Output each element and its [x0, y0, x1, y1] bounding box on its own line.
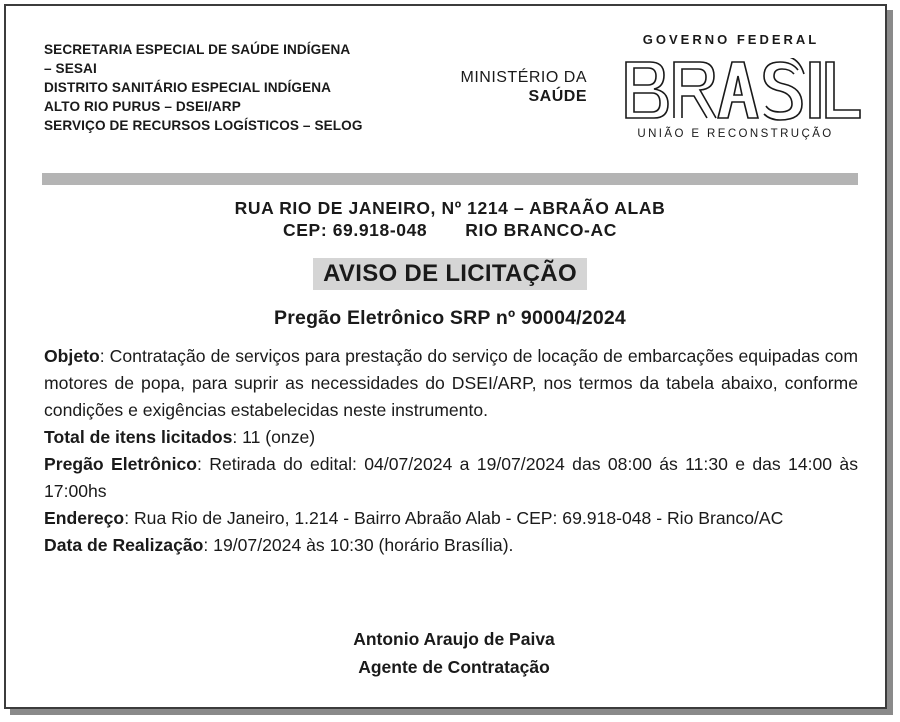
org-line: SERVIÇO DE RECURSOS LOGÍSTICOS – SELOG: [44, 118, 363, 133]
header-divider: [42, 173, 858, 185]
field-value: : 19/07/2024 às 10:30 (horário Brasília).: [203, 535, 514, 555]
title-wrapper: [0, 258, 900, 290]
field-label: Total de itens licitados: [44, 427, 233, 447]
field-label: Endereço: [44, 508, 125, 528]
notice-subtitle: Pregão Eletrônico SRP nº 90004/2024: [274, 307, 626, 329]
field-label: Objeto: [44, 346, 100, 366]
governo-federal-label: GOVERNO FEDERAL: [642, 32, 820, 47]
field-label: Pregão Eletrônico: [44, 454, 198, 474]
field-value: : Rua Rio de Janeiro, 1.214 - Bairro Abraão Alab - CEP: 69.918-048 - Rio Branco/AC: [124, 508, 784, 528]
objeto-paragraph: [44, 343, 858, 424]
field-value: : 11 (onze): [232, 427, 316, 447]
org-line: – SESAI: [44, 61, 97, 76]
address-block: [0, 197, 900, 241]
notice-body: [44, 343, 858, 559]
org-line: DISTRITO SANITÁRIO ESPECIAL INDÍGENA: [44, 80, 332, 95]
address-cep-line: [0, 219, 900, 241]
signature-block: [0, 625, 900, 681]
cep: CEP: 69.918-048: [283, 220, 428, 240]
government-slogan: UNIÃO E RECONSTRUÇÃO: [637, 128, 834, 140]
ministry-logo-text: [450, 68, 587, 106]
field-value: : Contratação de serviços para prestação do serviço de locação de embarcações equipadas com motores de popa, para suprir as necessidades do DSEI/ARP, nos termos da tabela abaixo, conforme condições e exigências estabelecidas neste instrumento.: [44, 346, 858, 420]
signatory-name: Antonio Araujo de Paiva: [353, 629, 555, 649]
field-label: Data de Realização: [44, 535, 204, 555]
endereco-paragraph: [44, 505, 858, 532]
pregao-paragraph: [44, 451, 858, 505]
organization-header: [44, 40, 363, 135]
signatory-role: Agente de Contratação: [358, 657, 550, 677]
address-line: RUA RIO DE JANEIRO, Nº 1214 – ABRAÃO ALAB: [234, 198, 666, 218]
field-value: : Retirada do edital: 04/07/2024 a 19/07/2024 das 08:00 ás 11:30 e das 14:00 às 17:00hs: [44, 454, 858, 501]
data-paragraph: [44, 532, 858, 559]
org-line: ALTO RIO PURUS – DSEI/ARP: [44, 99, 241, 114]
city: RIO BRANCO-AC: [465, 220, 617, 240]
notice-title: AVISO DE LICITAÇÃO: [313, 258, 587, 290]
ministry-name: SAÚDE: [528, 88, 587, 105]
ministry-line: MINISTÉRIO DA: [460, 69, 587, 86]
total-paragraph: [44, 424, 858, 451]
brasil-logo: [620, 58, 865, 122]
org-line: SECRETARIA ESPECIAL DE SAÚDE INDÍGENA: [44, 42, 351, 57]
